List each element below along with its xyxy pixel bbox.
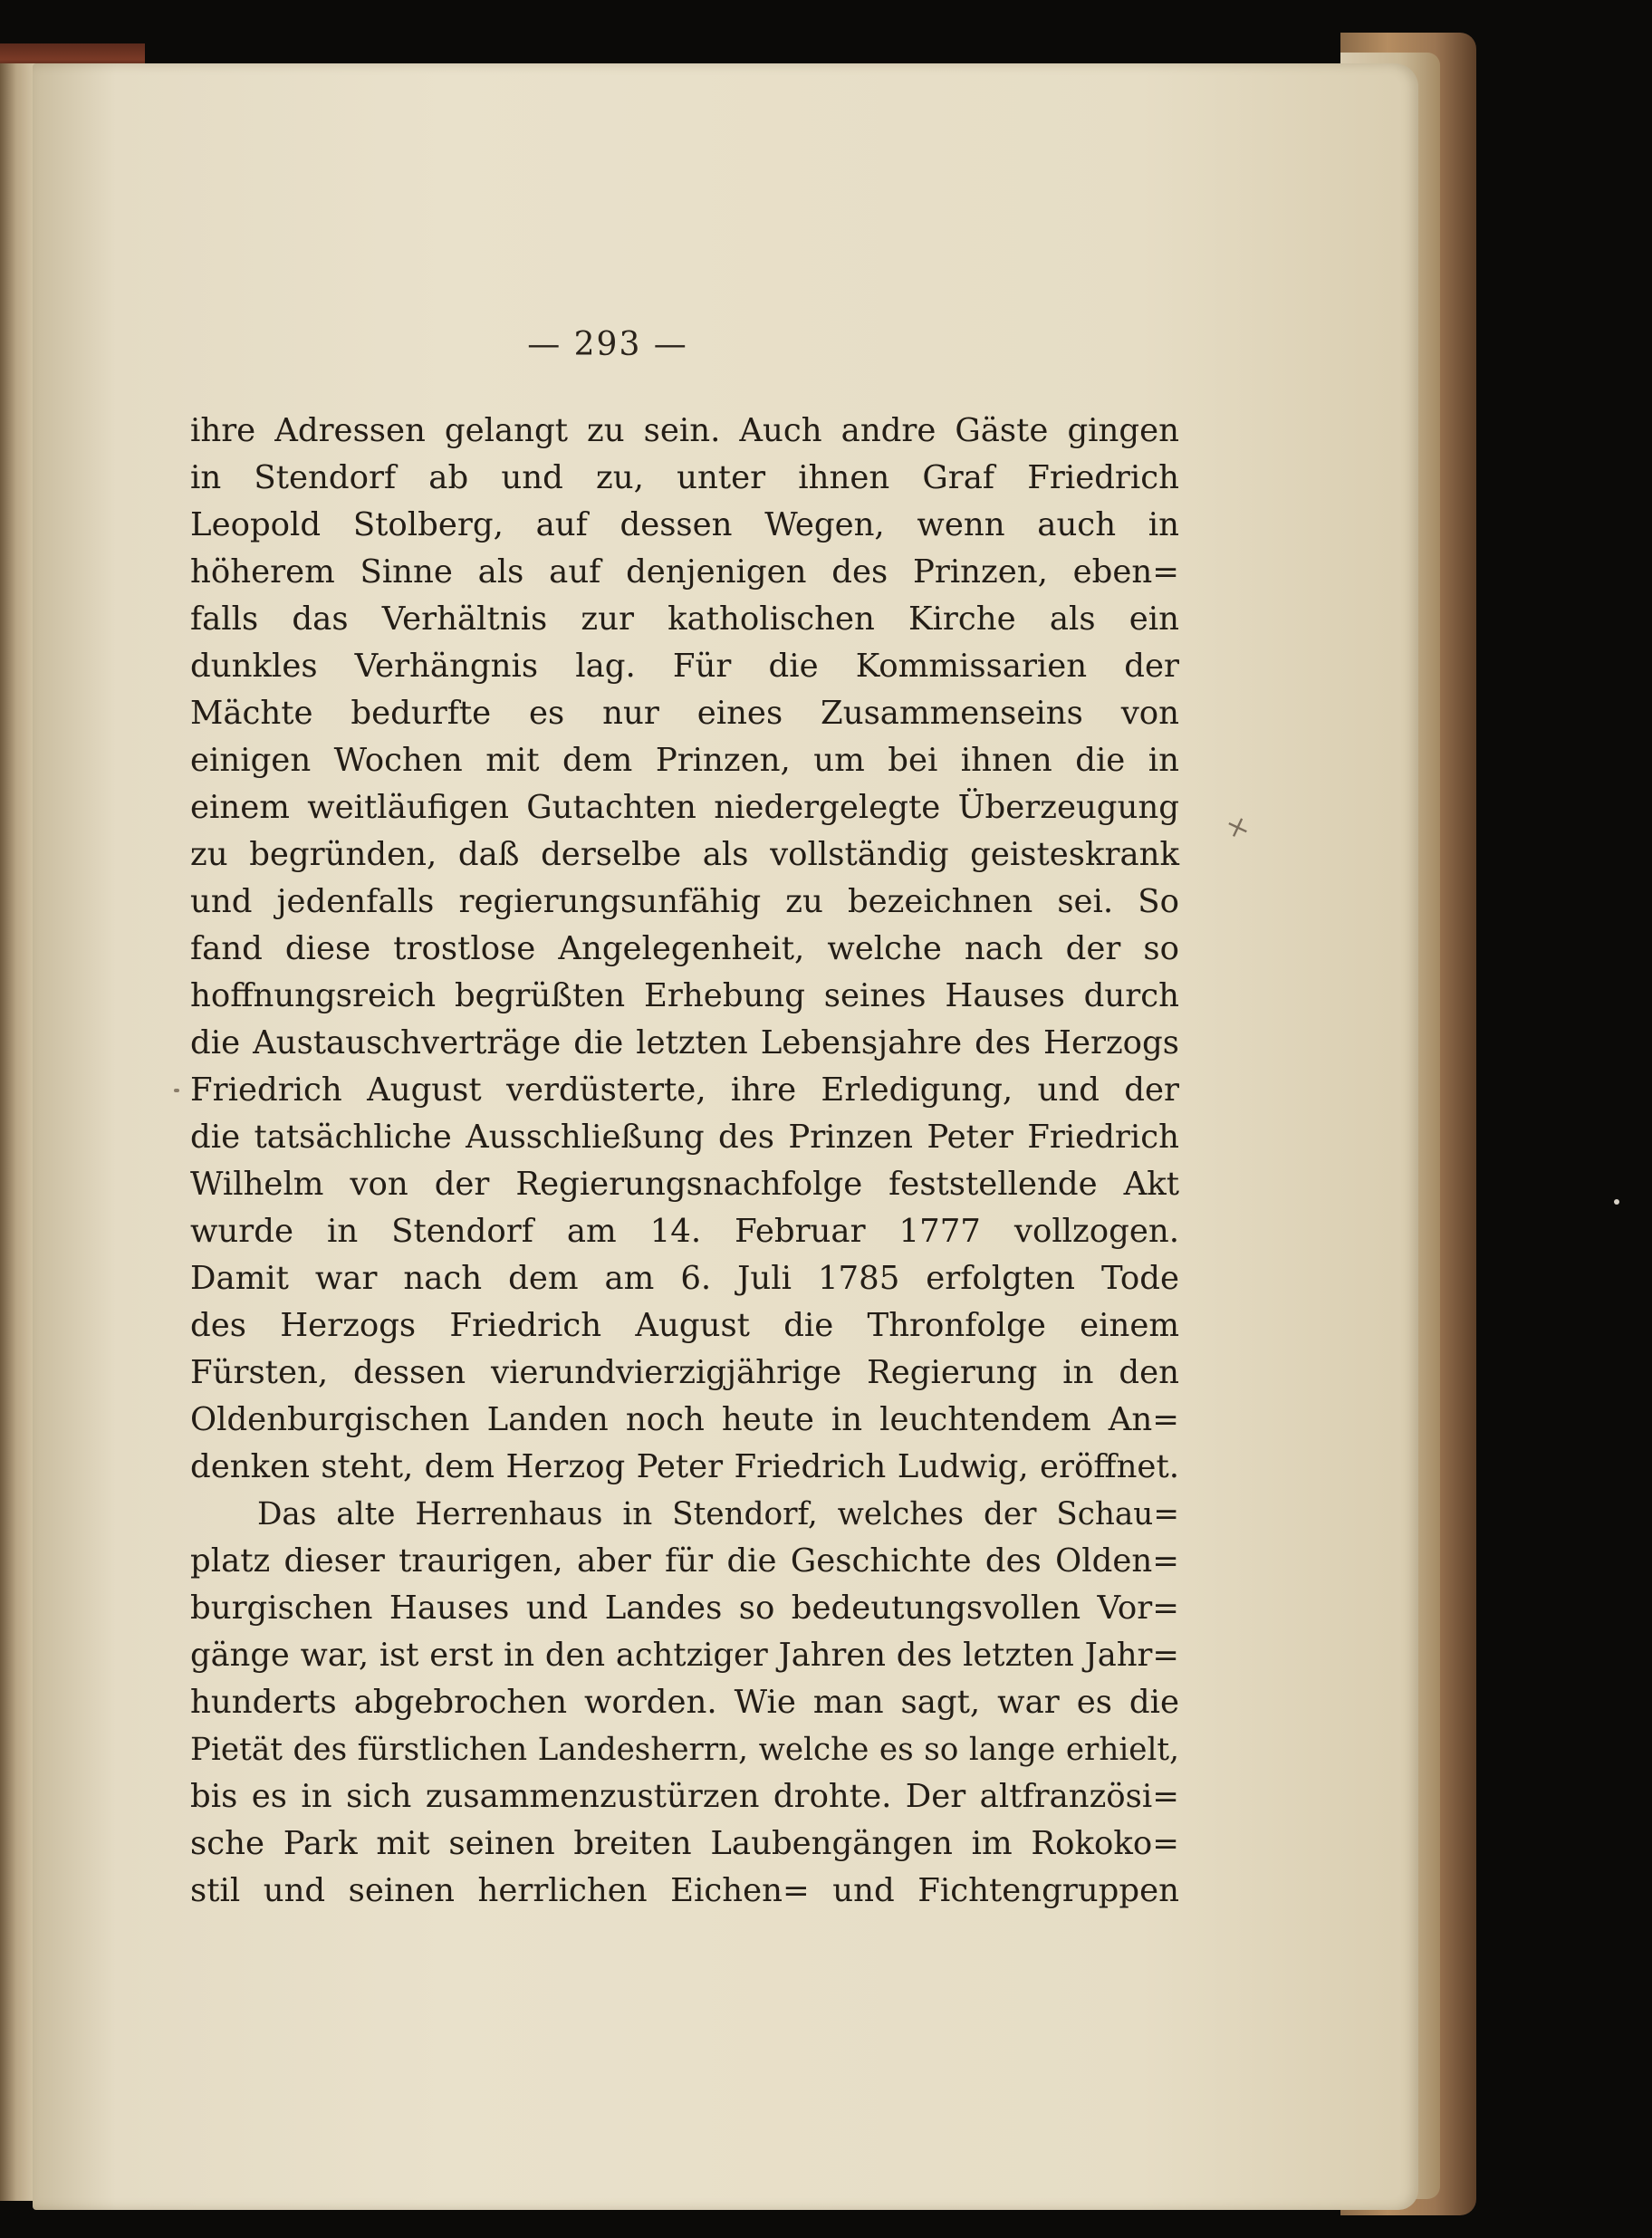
- text-line: Oldenburgischen Landen noch heute in leuchtendem An=: [190, 1401, 1179, 1438]
- text-line: hunderts abgebrochen worden. Wie man sagt, war es die: [190, 1684, 1179, 1721]
- text-line: bis es in sich zusammenzustürzen drohte. Der altfranzösi=: [190, 1778, 1179, 1815]
- text-line: burgischen Hauses und Landes so bedeutungsvollen Vor=: [190, 1590, 1179, 1627]
- text-line: Wilhelm von der Regierungsnachfolge feststellende Akt: [190, 1166, 1179, 1203]
- margin-dash-mark: [174, 1089, 179, 1092]
- text-line: Friedrich August verdüsterte, ihre Erledigung, und der: [190, 1071, 1179, 1109]
- text-line: denken steht, dem Herzog Peter Friedrich Ludwig, eröffnet.: [190, 1448, 1179, 1485]
- text-line: einigen Wochen mit dem Prinzen, um bei ihnen die in: [190, 742, 1179, 779]
- text-line: die Austauschverträge die letzten Lebensjahre des Herzogs: [190, 1024, 1179, 1061]
- text-line: fand diese trostlose Angelegenheit, welche nach der so: [190, 930, 1179, 967]
- text-line: stil und seinen herrlichen Eichen= und Fichtengruppen: [190, 1872, 1179, 1909]
- text-line: Damit war nach dem am 6. Juli 1785 erfolgten Tode: [190, 1260, 1179, 1297]
- text-line: Fürsten, dessen vierundvierzigjährige Regierung in den: [190, 1354, 1179, 1391]
- text-line: Leopold Stolberg, auf dessen Wegen, wenn auch in: [190, 506, 1179, 543]
- text-line: und jedenfalls regierungsunfähig zu bezeichnen sei. So: [190, 883, 1179, 920]
- text-line: die tatsächliche Ausschließung des Prinzen Peter Friedrich: [190, 1119, 1179, 1156]
- body-text: [190, 408, 1179, 1915]
- previous-page-edge: [0, 63, 36, 2201]
- text-line: Mächte bedurfte es nur eines Zusammenseins von: [190, 695, 1179, 732]
- text-line: falls das Verhältnis zur katholischen Kirche als ein: [190, 600, 1179, 638]
- text-line: wurde in Stendorf am 14. Februar 1777 vollzogen.: [190, 1213, 1179, 1250]
- text-line: ihre Adressen gelangt zu sein. Auch andre Gäste gingen: [190, 412, 1179, 449]
- text-line: Das alte Herrenhaus in Stendorf, welches der Schau=: [257, 1496, 1179, 1532]
- text-line: höherem Sinne als auf denjenigen des Prinzen, eben=: [190, 553, 1179, 591]
- page-number: — 293 —: [527, 326, 688, 363]
- text-line: gänge war, ist erst in den achtziger Jahren des letzten Jahr=: [190, 1637, 1179, 1674]
- pencil-margin-mark: ×: [1221, 808, 1254, 847]
- text-line: des Herzogs Friedrich August die Thronfolge einem: [190, 1307, 1179, 1344]
- text-line: zu begründen, daß derselbe als vollständig geisteskrank: [190, 836, 1179, 873]
- text-line: einem weitläufigen Gutachten niedergelegte Überzeugung: [190, 789, 1179, 826]
- text-line: in Stendorf ab und zu, unter ihnen Graf Friedrich: [190, 459, 1179, 496]
- text-line: hoffnungsreich begrüßten Erhebung seines Hauses durch: [190, 977, 1179, 1014]
- text-line: Pietät des fürstlichen Landesherrn, welche es so lange erhielt,: [190, 1732, 1179, 1768]
- text-line: sche Park mit seinen breiten Laubengängen im Rokoko=: [190, 1825, 1179, 1862]
- dust-speck: [1614, 1199, 1619, 1205]
- text-line: platz dieser traurigen, aber für die Geschichte des Olden=: [190, 1542, 1179, 1580]
- text-line: dunkles Verhängnis lag. Für die Kommissarien der: [190, 648, 1179, 685]
- book-page: [33, 63, 1418, 2210]
